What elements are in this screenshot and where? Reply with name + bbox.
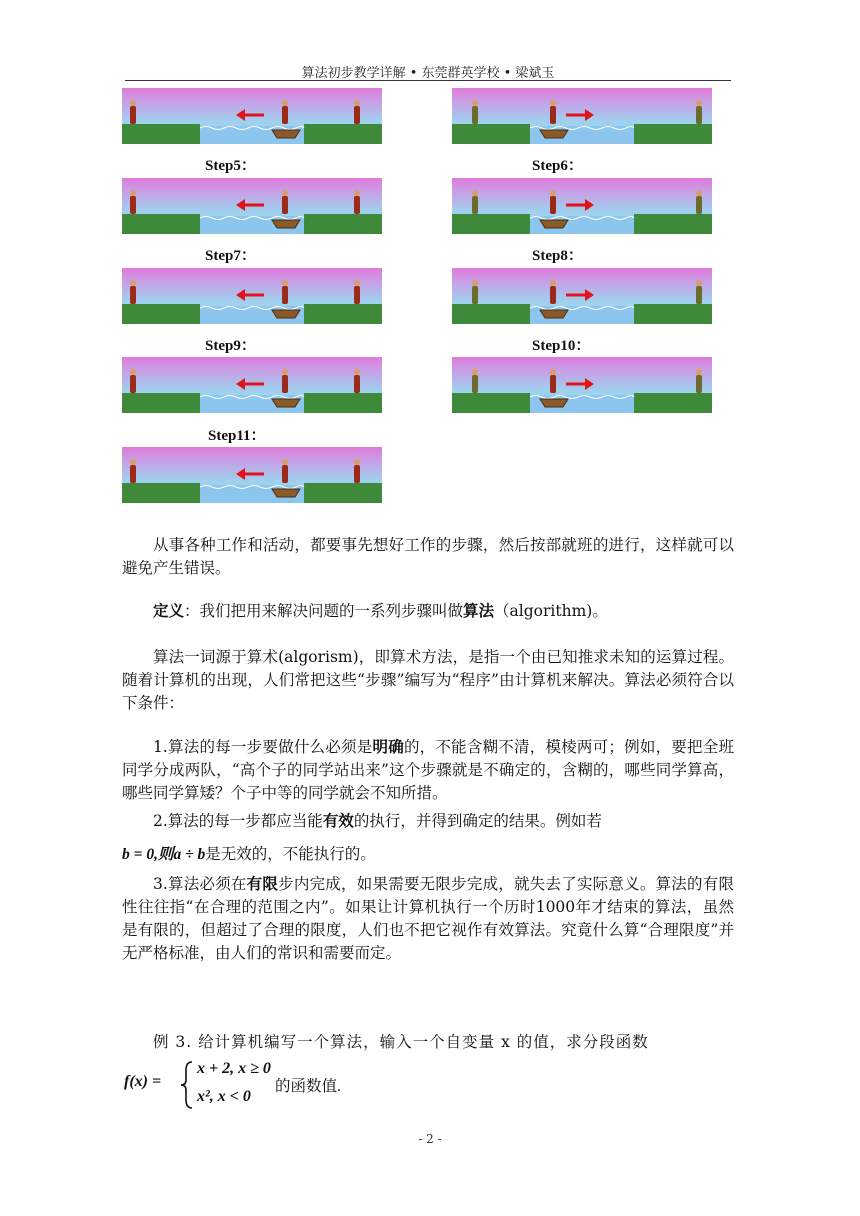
- paragraph-algorism: 算法一词源于算术(algorism)，即算术方法，是指一个由已知推求未知的运算过程。随着计算机的出现，人们常把这些“步骤”编写为“程序”由计算机来解决。算法必须符合以下条件：: [122, 648, 734, 712]
- boat: [272, 399, 300, 407]
- definition-prefix: 定义: [153, 601, 185, 620]
- boat: [540, 130, 568, 138]
- figure: [472, 286, 478, 304]
- boat: [540, 310, 568, 318]
- figure: [550, 196, 556, 214]
- right-bank: [634, 124, 712, 144]
- figure-head: [696, 100, 702, 106]
- right-bank: [304, 124, 382, 144]
- step-label-8: Step8：: [532, 248, 583, 264]
- left-bank: [122, 124, 200, 144]
- figure: [354, 286, 360, 304]
- figure-head: [550, 369, 556, 375]
- figure-head: [282, 190, 288, 196]
- figure-head: [282, 100, 288, 106]
- left-bank: [122, 393, 200, 413]
- condition-3-c: 步内完成，如果需要无限步完成，就失去了实际意义。算法的有限性往往指“在合理的范围之内”。如果让计算机执行一个历时1000年才结束的算法，虽然是有限的，但超过了合理的限度，人们也不把它视作有效算法。究竟什么算“合理限度”并无严格标准，由人们的常识和需要而定。: [122, 875, 734, 962]
- condition-1-a: 1.算法的每一步要做什么必须是: [153, 738, 373, 756]
- figure-head: [354, 459, 360, 465]
- figure-head: [282, 369, 288, 375]
- left-bank: [122, 214, 200, 234]
- figure-head: [354, 190, 360, 196]
- figure-head: [282, 280, 288, 286]
- step-label-11: Step11：: [208, 428, 266, 444]
- figure: [696, 196, 702, 214]
- arrow-right-head: [585, 109, 594, 121]
- river-crossing-scene-4: [452, 178, 712, 234]
- condition-3: [122, 872, 734, 965]
- figure: [550, 286, 556, 304]
- function-case-2: x², x < 0: [197, 1088, 251, 1105]
- figure: [130, 106, 136, 124]
- function-tail: 的函数值.: [275, 1078, 341, 1095]
- figure-head: [472, 100, 478, 106]
- arrow-left-head: [236, 289, 245, 301]
- figure: [130, 375, 136, 393]
- step-label-5: Step5：: [205, 158, 256, 174]
- figure-head: [354, 369, 360, 375]
- example-3-intro: 例 3. 给计算机编写一个算法，输入一个自变量 x 的值，求分段函数: [153, 1033, 649, 1051]
- step-label-6: Step6：: [532, 158, 583, 174]
- arrow-left-head: [236, 199, 245, 211]
- page-header: 算法初步教学详解 • 东莞群英学校 • 梁斌玉: [301, 66, 555, 81]
- left-bank: [122, 483, 200, 503]
- step-label-9: Step9：: [205, 338, 256, 354]
- figure-head: [354, 280, 360, 286]
- condition-3-keyword: 有限: [246, 874, 279, 893]
- river-crossing-scene-5: [122, 268, 382, 324]
- figure-head: [472, 369, 478, 375]
- arrow-right-head: [585, 289, 594, 301]
- condition-2-c: 的执行，并得到确定的结果。例如若: [353, 812, 602, 830]
- figure-head: [130, 100, 136, 106]
- right-bank: [304, 483, 382, 503]
- figure-head: [354, 100, 360, 106]
- header-rule: [125, 80, 731, 81]
- step-label-7: Step7：: [205, 248, 256, 264]
- figure-head: [130, 280, 136, 286]
- figure: [472, 375, 478, 393]
- condition-2-math: b = 0,则a ÷ b: [122, 846, 206, 863]
- river-crossing-scene-9: [122, 447, 382, 503]
- figure: [282, 286, 288, 304]
- boat: [272, 130, 300, 138]
- condition-2-keyword: 有效: [322, 811, 354, 830]
- condition-1-keyword: 明确: [372, 737, 404, 756]
- figure-head: [282, 459, 288, 465]
- left-bank: [452, 304, 530, 324]
- arrow-left-head: [236, 378, 245, 390]
- figure: [354, 465, 360, 483]
- arrow-right-head: [585, 378, 594, 390]
- figure-head: [696, 190, 702, 196]
- figure-head: [472, 190, 478, 196]
- left-bank: [452, 124, 530, 144]
- figure-head: [550, 280, 556, 286]
- figure-head: [130, 190, 136, 196]
- figure: [130, 196, 136, 214]
- figure: [696, 106, 702, 124]
- figure: [282, 465, 288, 483]
- figure: [282, 196, 288, 214]
- figure: [472, 106, 478, 124]
- condition-2-d: 是无效的，不能执行的。: [205, 845, 376, 863]
- figure: [282, 375, 288, 393]
- boat: [272, 489, 300, 497]
- definition-suffix: （algorithm)。: [494, 602, 608, 620]
- figure: [354, 375, 360, 393]
- condition-1-c: 的，不能含糊不清，模棱两可；例如，要把全班同学分成两队，“高个子的同学站出来”这个步骤就是不确定的，含糊的，哪些同学算高，哪些同学算矮？个子中等的同学就会不知所措。: [122, 738, 734, 802]
- function-name: f(x) =: [124, 1073, 162, 1090]
- river-crossing-scene-8: [452, 357, 712, 413]
- left-bank: [452, 214, 530, 234]
- arrow-right-head: [585, 199, 594, 211]
- page-number: - 2 -: [418, 1132, 442, 1146]
- definition-paragraph: [122, 599, 734, 623]
- river-crossing-scene-3: [122, 178, 382, 234]
- condition-3-a: 3.算法必须在: [153, 875, 247, 893]
- right-bank: [304, 214, 382, 234]
- paragraph-intro: 从事各种工作和活动，都要事先想好工作的步骤，然后按部就班的进行，这样就可以避免产生错误。: [122, 536, 734, 577]
- figure-head: [550, 190, 556, 196]
- figure-head: [550, 100, 556, 106]
- figure-head: [696, 280, 702, 286]
- boat: [272, 220, 300, 228]
- figure: [130, 286, 136, 304]
- right-bank: [634, 214, 712, 234]
- arrow-left-head: [236, 109, 245, 121]
- right-bank: [634, 393, 712, 413]
- left-bank: [122, 304, 200, 324]
- river-crossing-scene-2: [452, 88, 712, 144]
- figure-head: [696, 369, 702, 375]
- figure: [550, 106, 556, 124]
- figure: [696, 375, 702, 393]
- figure: [282, 106, 288, 124]
- function-case-1: x + 2, x ≥ 0: [197, 1060, 271, 1077]
- arrow-left-head: [236, 468, 245, 480]
- condition-1: [122, 735, 734, 805]
- right-bank: [304, 393, 382, 413]
- definition-term: 算法: [463, 601, 495, 620]
- figure-head: [130, 369, 136, 375]
- condition-2: [122, 804, 734, 871]
- river-crossing-scene-6: [452, 268, 712, 324]
- figure: [354, 196, 360, 214]
- boat: [272, 310, 300, 318]
- right-bank: [634, 304, 712, 324]
- condition-2-a: 2.算法的每一步都应当能: [153, 812, 323, 830]
- figure: [696, 286, 702, 304]
- river-crossing-scene-1: [122, 88, 382, 144]
- definition-middle: ：我们把用来解决问题的一系列步骤叫做: [184, 602, 464, 620]
- figure: [354, 106, 360, 124]
- figure: [472, 196, 478, 214]
- boat: [540, 399, 568, 407]
- figure-head: [472, 280, 478, 286]
- figure: [130, 465, 136, 483]
- boat: [540, 220, 568, 228]
- right-bank: [304, 304, 382, 324]
- step-label-10: Step10：: [532, 338, 591, 354]
- river-crossing-scene-7: [122, 357, 382, 413]
- piecewise-brace: [180, 1060, 194, 1110]
- left-bank: [452, 393, 530, 413]
- figure: [550, 375, 556, 393]
- figure-head: [130, 459, 136, 465]
